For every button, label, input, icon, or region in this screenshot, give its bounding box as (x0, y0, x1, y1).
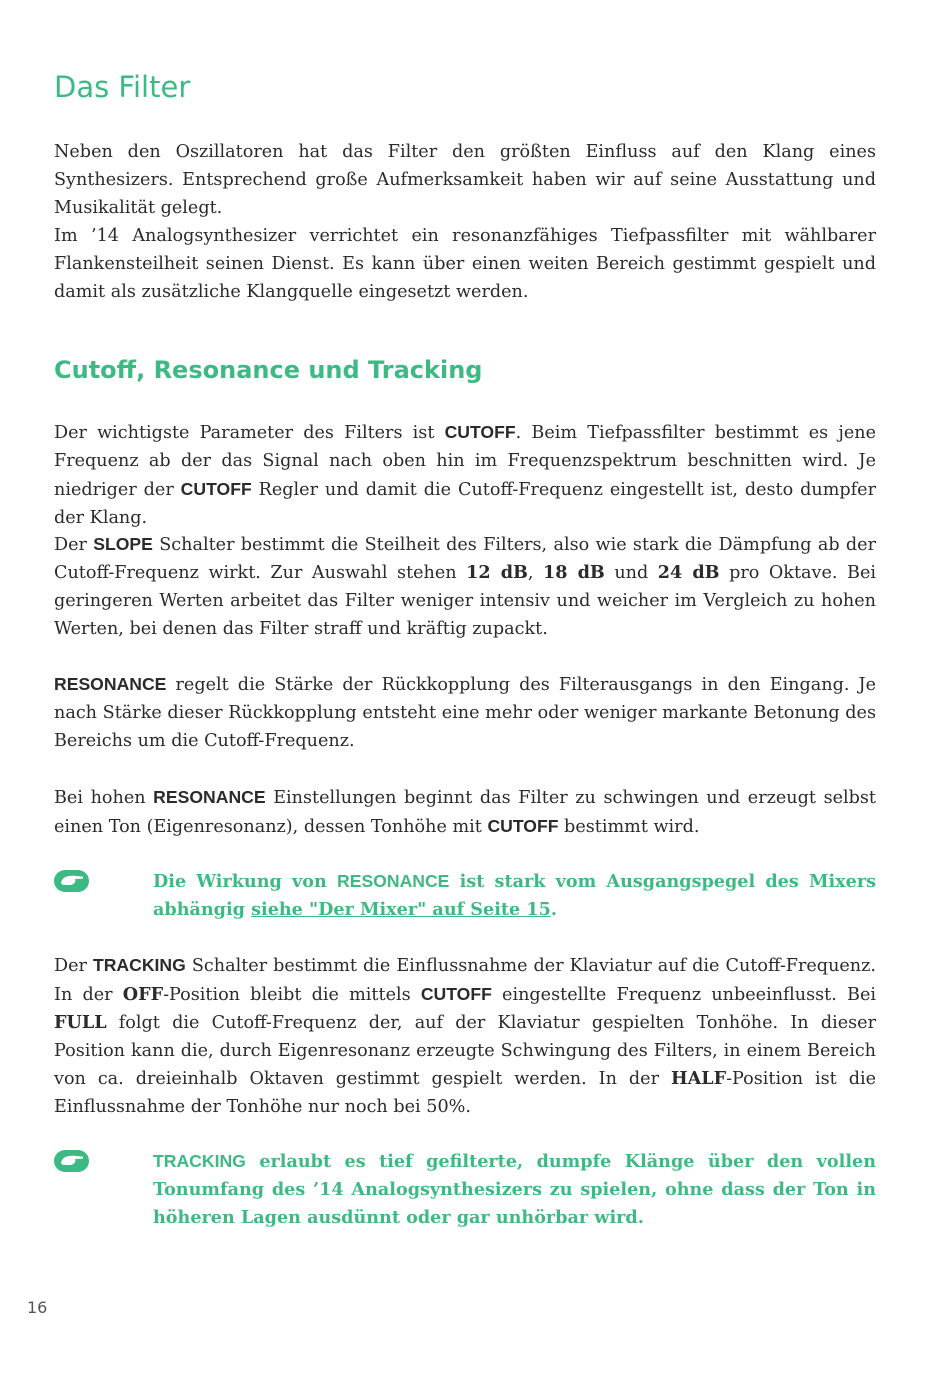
paragraph-resonance: RESONANCE regelt die Stärke der Rückkopplung des Filterausgangs in den Eingang. Je nach Stärke dieser Rückkopplung entsteht eine mehr oder weniger markante Betonung des Bereichs um die Cutoff-Frequenz. (54, 674, 876, 751)
paragraph-self-oscillation: Bei hohen RESONANCE Einstellungen beginnt das Filter zu schwingen und erzeugt selbst einen Ton (Eigenresonanz), dessen Tonhöhe mit CUTOFF bestimmt wird. (54, 787, 876, 837)
pointing-hand-icon (54, 1149, 90, 1173)
paragraph-intro: Neben den Oszillatoren hat das Filter den größten Einfluss auf den Klang eines Synthesizers. Entsprechend große Aufmerksamkeit haben wir auf seine Ausstattung und Musikalität gelegt. (54, 142, 876, 218)
pointing-hand-icon (54, 869, 90, 893)
paragraph-cutoff: Der wichtigste Parameter des Filters ist CUTOFF. Beim Tiefpassfilter bestimmt es jene Frequenz ab der das Signal nach oben hin im Frequenzspektrum beschnitten wird. Je niedriger der CUTOFF Regler und damit die Cutoff-Frequenz eingestellt ist, desto dumpfer der Klang. (54, 422, 877, 528)
paragraph-slope: Der SLOPE Schalter bestimmt die Steilheit des Filters, also wie stark die Dämpfung ab der Cutoff-Frequenz wirkt. Zur Auswahl stehen 12 dB, 18 dB und 24 dB pro Oktave. Bei geringeren Werten arbeitet das Filter weniger intensiv und weicher im Vergleich zu hohen Werten, bei denen das Filter straff und kräftig zupackt. (54, 534, 876, 639)
note-resonance: Die Wirkung von RESONANCE ist stark vom Ausgangspegel des Mixers abhängig siehe "Der Mixer" auf Seite 15. (153, 871, 876, 920)
note-tracking: TRACKING erlaubt es tief gefilterte, dumpfe Klänge über den vollen Tonumfang des ’14 Analogsynthesizers zu spielen, ohne dass der Ton in höheren Lagen ausdünnt oder gar unhörbar wird. (153, 1151, 876, 1228)
page-number: 16 (27, 1298, 48, 1317)
paragraph-lowpass: Im ’14 Analogsynthesizer verrichtet ein resonanzfähiges Tiefpassfilter mit wählbarer Flankensteilheit seinen Dienst. Es kann über einen weiten Bereich gestimmt gespielt und damit als zusätzliche Klangquelle eingesetzt werden. (54, 226, 876, 302)
heading-das-filter: Das Filter (54, 70, 191, 104)
link-der-mixer[interactable]: siehe "Der Mixer" auf Seite 15 (251, 899, 551, 920)
paragraph-tracking: Der TRACKING Schalter bestimmt die Einflussnahme der Klaviatur auf die Cutoff-Frequenz. In der OFF-Position bleibt die mittels CUTOFF eingestellte Frequenz unbeeinflusst. Bei FULL folgt die Cutoff-Frequenz der, auf der Klaviatur gespielten Tonhöhe. In dieser Position kann die, durch Eigenresonanz erzeugte Schwingung des Filters, in einem Bereich von ca. dreieinhalb Oktaven gestimmt gespielt werden. In der HALF-Position ist die Einflussnahme der Tonhöhe nur noch bei 50%. (54, 955, 876, 1117)
heading-cutoff-resonance-tracking: Cutoff, Resonance und Tracking (54, 356, 483, 384)
